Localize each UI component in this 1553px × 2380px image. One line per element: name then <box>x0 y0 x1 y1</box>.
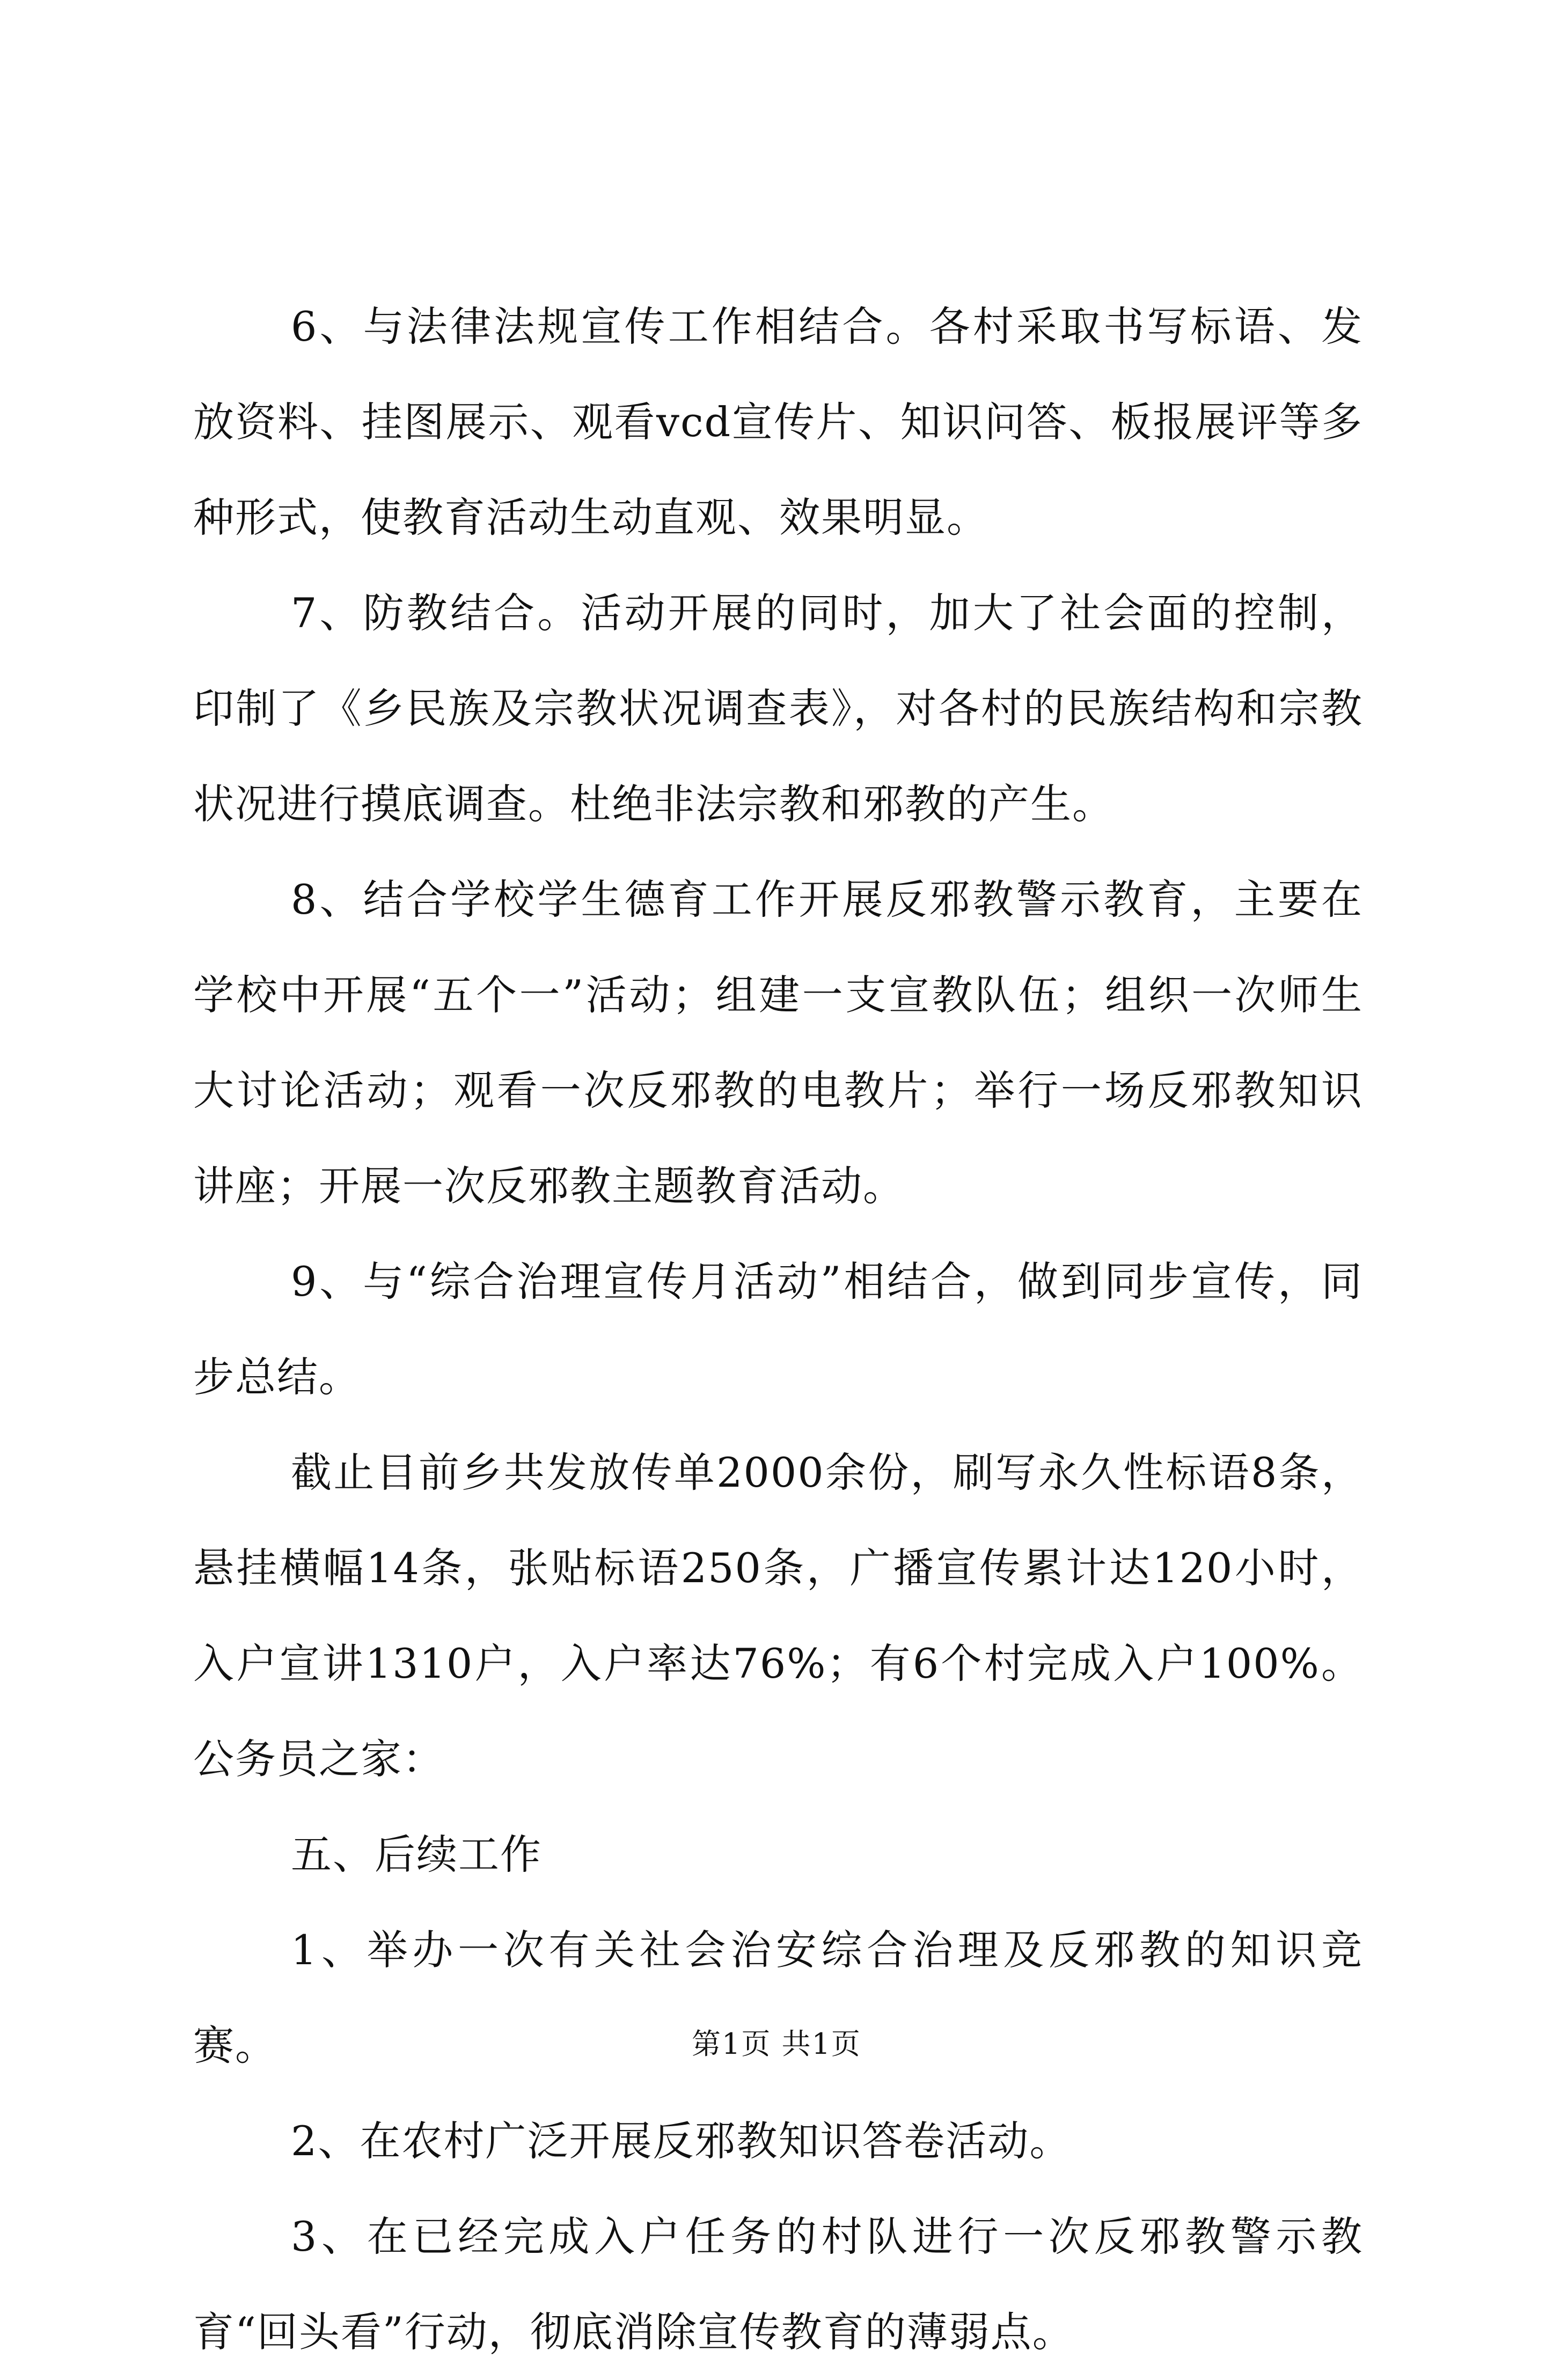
follow-up-item-2: 2、在农村广泛开展反邪教知识答卷活动。 <box>291 2117 1072 2165</box>
paragraph-statistics: 截止目前乡共发放传单2000余份，刷写永久性标语8条，悬挂横幅14条，张贴标语250条，广播宣传累计达120小时，入户宣讲1310户，入户率达76%；有6个村完成入户100%。公务员之家： <box>193 1449 1363 1783</box>
section-heading-follow-up: 五、后续工作 <box>291 1831 542 1878</box>
paragraph-9-publicity-month: 9、与“综合治理宣传月活动”相结合，做到同步宣传，同步总结。 <box>193 1258 1363 1401</box>
follow-up-item-3: 3、在已经完成入户任务的村队进行一次反邪教警示教育“回头看”行动，彻底消除宣传教育的薄弱点。 <box>193 2213 1363 2356</box>
paragraph-6-legal-publicity: 6、与法律法规宣传工作相结合。各村采取书写标语、发放资料、挂图展示、观看vcd宣传片、知识问答、板报展评等多种形式，使教育活动生动直观、效果明显。 <box>193 303 1363 541</box>
follow-up-item-1: 1、举办一次有关社会治安综合治理及反邪教的知识竞赛。 <box>193 1926 1363 2069</box>
paragraph-8-school-education: 8、结合学校学生德育工作开展反邪教警示教育，主要在学校中开展“五个一”活动；组建一支宣教队伍；组织一次师生大讨论活动；观看一次反邪教的电教片；举行一场反邪教知识讲座；开展一次反邪教主题教育活动。 <box>193 876 1363 1210</box>
page-footer: 第1页 共1页 <box>692 2027 861 2061</box>
paragraph-7-prevention-education: 7、防教结合。活动开展的同时，加大了社会面的控制，印制了《乡民族及宗教状况调查表》，对各村的民族结构和宗教状况进行摸底调查。杜绝非法宗教和邪教的产生。 <box>193 589 1363 828</box>
